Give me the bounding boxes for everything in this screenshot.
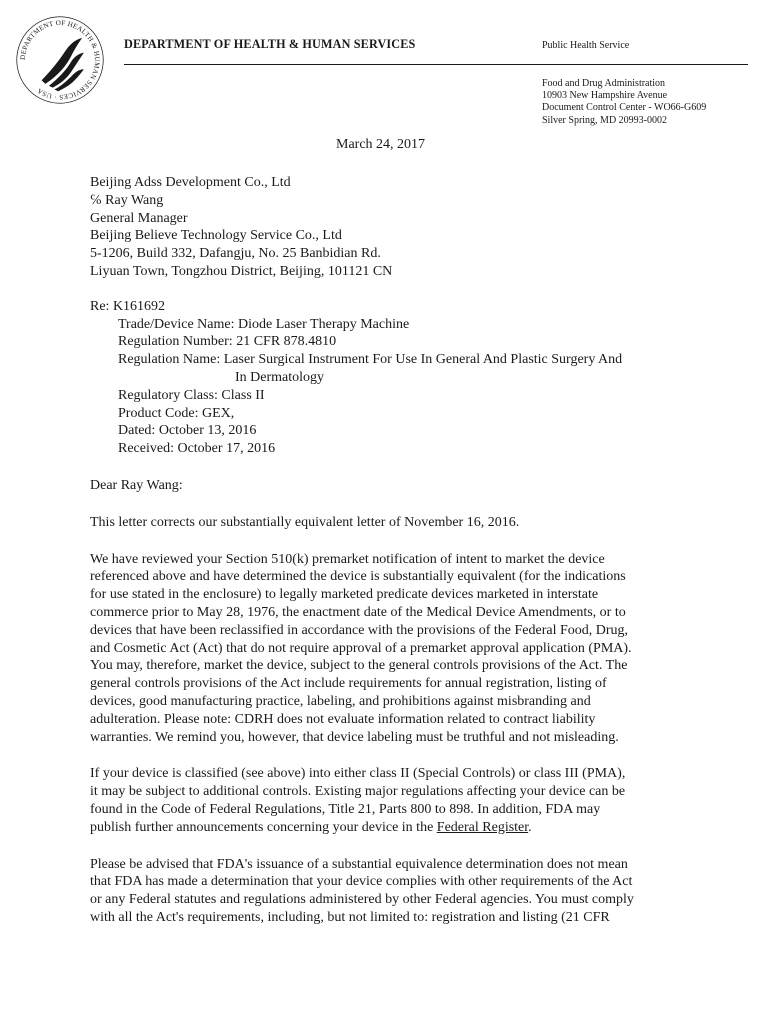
paragraph-line: warranties. We remind you, however, that device labeling must be truthful and not misleading. — [90, 729, 619, 745]
fda-address-line: Document Control Center - WO66-G609 — [542, 102, 707, 114]
recipient-line: Beijing Adss Development Co., Ltd — [90, 175, 291, 190]
recipient-line: 5-1206, Build 332, Dafangju, No. 25 Banbidian Rd. — [90, 246, 381, 262]
paragraph-line — [90, 819, 750, 837]
federal-register-text: Federal Register — [436, 819, 529, 835]
text-span: publish further announcements concerning your device in the — [90, 819, 437, 835]
paragraph-determination — [90, 551, 750, 747]
paragraph-line: and Cosmetic Act (Act) that do not require approval of a premarket approval application (PMA). — [90, 640, 632, 656]
received: Received: October 17, 2016 — [118, 441, 276, 457]
paragraph-line: found in the Code of Federal Regulations, Title 21, Parts 800 to 898. In addition, FDA may — [90, 801, 601, 817]
device-name: Trade/Device Name: Diode Laser Therapy Machine — [118, 316, 410, 332]
regulatory-class: Regulatory Class: Class II — [118, 387, 265, 403]
paragraph-line: devices, good manufacturing practice, labeling, and prohibitions against misbranding and — [90, 693, 591, 709]
paragraph-line: We have reviewed your Section 510(k) premarket notification of intent to market the device — [90, 551, 605, 567]
header-divider — [124, 64, 748, 65]
fda-address-line: Silver Spring, MD 20993-0002 — [542, 114, 667, 126]
paragraph-line: adulteration. Please note: CDRH does not evaluate information related to contract liability — [90, 711, 596, 727]
seal-text: DEPARTMENT OF HEALTH & HUMAN SERVICES · USA — [18, 18, 102, 102]
eagle-profiles-icon — [42, 38, 84, 91]
paragraph-line: that FDA has made a determination that your device complies with other requirements of the Act — [90, 874, 633, 890]
re-block — [90, 298, 750, 458]
paragraph-line: Please be advised that FDA's issuance of a substantial equivalence determination does not mean — [90, 856, 628, 872]
regulation-number: Regulation Number: 21 CFR 878.4810 — [118, 334, 337, 350]
paragraph-line: for use stated in the enclosure) to legally marketed predicate devices marketed in interstate — [90, 587, 599, 603]
re-label: Re: K161692 — [90, 298, 166, 314]
recipient-line: General Manager — [90, 210, 188, 226]
paragraph-classification — [90, 765, 750, 836]
paragraph-line: devices that have been reclassified in accordance with the provisions of the Federal Food, Drug, — [90, 622, 629, 638]
text-span: . — [528, 819, 532, 835]
paragraph-compliance — [90, 856, 750, 927]
fda-address-block — [542, 78, 706, 127]
paragraph-line: If your device is classified (see above) into either class II (Special Controls) or class III (PMA), — [90, 766, 626, 782]
department-name: DEPARTMENT OF HEALTH & HUMAN SERVICES — [124, 37, 416, 51]
paragraph-line: commerce prior to May 28, 1976, the enactment date of the Medical Device Amendments, or to — [90, 604, 626, 620]
paragraph-line: general controls provisions of the Act include requirements for annual registration, listing of — [90, 676, 607, 692]
paragraph-line: You may, therefore, market the device, subject to the general controls provisions of the Act. The — [90, 658, 628, 674]
dated: Dated: October 13, 2016 — [118, 423, 257, 439]
paragraph-correction: This letter corrects our substantially equivalent letter of November 16, 2016. — [90, 514, 520, 530]
paragraph-line: referenced above and have determined the device is substantially equivalent (for the indications — [90, 569, 626, 585]
public-health-service: Public Health Service — [542, 40, 630, 51]
paragraph-line: with all the Act's requirements, including, but not limited to: registration and listing (21 CFR — [90, 909, 610, 925]
recipient-line: ℅ Ray Wang — [90, 192, 164, 208]
product-code: Product Code: GEX, — [118, 405, 235, 421]
fda-address-line: Food and Drug Administration — [542, 78, 666, 89]
recipient-block — [90, 174, 750, 281]
paragraph-line: it may be subject to additional controls. Existing major regulations affecting your device can be — [90, 784, 626, 800]
letter-date: March 24, 2017 — [336, 137, 426, 152]
salutation: Dear Ray Wang: — [90, 477, 183, 493]
paragraph-line: or any Federal statutes and regulations administered by other Federal agencies. You must comply — [90, 892, 634, 908]
recipient-line: Beijing Believe Technology Service Co., Ltd — [90, 228, 342, 244]
hhs-seal-logo — [14, 14, 106, 106]
regulation-name: Regulation Name: Laser Surgical Instrument For Use In General And Plastic Surgery And — [118, 352, 623, 368]
regulation-name-continued: In Dermatology — [235, 369, 325, 385]
fda-address-line: 10903 New Hampshire Avenue — [542, 90, 668, 102]
letter-body — [90, 174, 750, 927]
recipient-line: Liyuan Town, Tongzhou District, Beijing, 101121 CN — [90, 263, 393, 279]
